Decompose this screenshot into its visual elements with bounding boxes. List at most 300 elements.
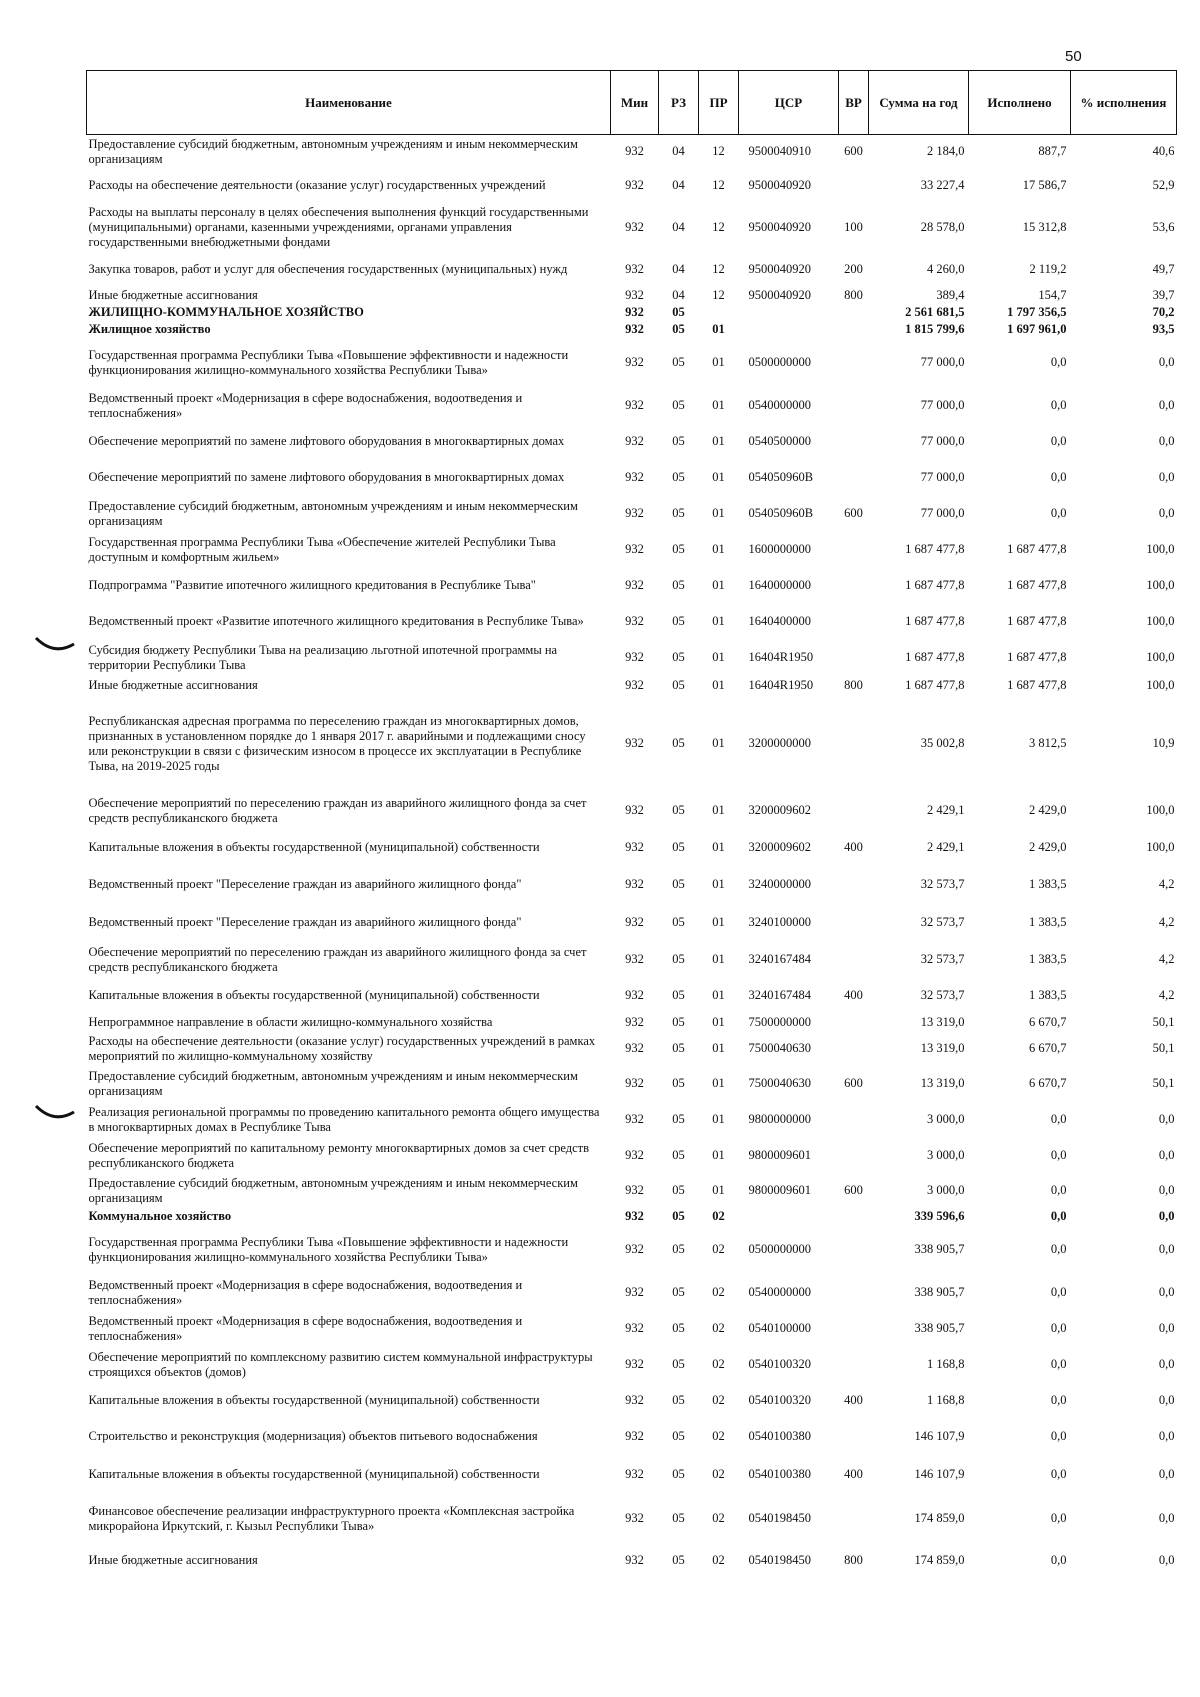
row-pr: 02 — [712, 1393, 725, 1407]
row-vr: 800 — [844, 678, 863, 692]
row-vr — [839, 388, 869, 424]
row-csr: 0500000000 — [748, 1242, 811, 1256]
row-name: Реализация региональной программы по проведению капитального ремонта общего имущества в многоквартирных домах в Республике Тыва — [88, 1104, 600, 1134]
row-csr: 7500040630 — [748, 1041, 811, 1055]
header-rz: РЗ — [659, 71, 699, 135]
row-csr: 9500040910 — [748, 144, 811, 159]
row-name: Финансовое обеспечение реализации инфраструктурного проекта «Комплексная застройка микрорайона Иркутский, г. Кызыл Республики Тыва» — [88, 1503, 575, 1533]
table-row — [87, 1455, 1177, 1495]
row-done: 0,0 — [1050, 398, 1067, 412]
row-name: Капитальные вложения в объекты государственной (муниципальной) собственности — [88, 1467, 540, 1481]
row-done: 1 687 477,8 — [1007, 650, 1067, 664]
row-rz: 05 — [672, 542, 685, 556]
row-done: 0,0 — [1050, 1112, 1067, 1126]
row-pr: 01 — [712, 988, 725, 1002]
row-rz: 05 — [672, 1112, 685, 1126]
row-csr: 3200009602 — [748, 840, 811, 854]
row-vr — [839, 1275, 869, 1311]
row-min: 932 — [625, 1467, 644, 1481]
table-row — [87, 321, 1177, 338]
row-pct: 100,0 — [1146, 614, 1175, 628]
row-pr: 02 — [712, 1208, 725, 1223]
row-min: 932 — [625, 650, 644, 664]
row-pct: 50,1 — [1152, 1076, 1175, 1090]
row-min: 932 — [625, 1393, 644, 1407]
row-csr: 9500040920 — [748, 287, 811, 302]
row-min: 932 — [625, 1357, 644, 1371]
row-name: Ведомственный проект «Модернизация в сфере водоснабжения, водоотведения и теплоснабжения» — [88, 390, 523, 420]
row-rz: 05 — [672, 678, 685, 692]
row-name: Государственная программа Республики Тыва «Повышение эффективности и надежности функционирования жилищно-коммунального хозяйства Республики Тыва» — [88, 1234, 569, 1264]
row-vr — [839, 424, 869, 460]
row-sum: 339 596,6 — [914, 1208, 965, 1223]
row-sum: 338 905,7 — [914, 1285, 965, 1299]
table-row — [87, 1275, 1177, 1311]
row-sum: 146 107,9 — [914, 1467, 965, 1481]
row-done: 0,0 — [1050, 1553, 1067, 1567]
row-vr — [839, 1138, 869, 1174]
row-pct: 4,2 — [1158, 915, 1175, 929]
row-csr: 0540198450 — [748, 1511, 811, 1525]
row-rz: 04 — [672, 287, 685, 302]
row-pr: 02 — [712, 1511, 725, 1525]
row-pct: 100,0 — [1146, 840, 1175, 854]
row-vr: 600 — [844, 1076, 863, 1090]
row-rz: 04 — [672, 220, 685, 234]
table-row — [87, 1066, 1177, 1102]
row-sum: 174 859,0 — [914, 1553, 965, 1567]
row-sum: 1 687 477,8 — [905, 614, 965, 628]
row-min: 932 — [625, 840, 644, 854]
row-min: 932 — [625, 1511, 644, 1525]
row-rz: 05 — [672, 1183, 685, 1197]
row-done: 0,0 — [1050, 1357, 1067, 1371]
row-rz: 05 — [672, 1393, 685, 1407]
row-name: Обеспечение мероприятий по переселению граждан из аварийного жилищного фонда за счет средств республиканского бюджета — [88, 795, 587, 825]
row-pr: 01 — [712, 434, 725, 448]
row-rz: 05 — [672, 988, 685, 1002]
table-row — [87, 460, 1177, 496]
row-pct: 93,5 — [1152, 321, 1175, 336]
row-done: 0,0 — [1050, 1183, 1067, 1197]
row-pr: 02 — [712, 1321, 725, 1335]
row-name: Ведомственный проект "Переселение граждан из аварийного жилищного фонда" — [88, 877, 522, 891]
header-name: Наименование — [87, 71, 611, 135]
row-pr: 02 — [712, 1467, 725, 1481]
row-pr: 01 — [712, 506, 725, 520]
row-rz: 05 — [672, 1553, 685, 1567]
row-vr — [839, 696, 869, 792]
row-pr — [699, 304, 739, 321]
row-done: 1 687 477,8 — [1007, 678, 1067, 692]
row-min: 932 — [625, 1242, 644, 1256]
row-done: 0,0 — [1050, 470, 1067, 484]
row-sum: 1 168,8 — [927, 1393, 965, 1407]
table-row — [87, 1543, 1177, 1579]
row-csr — [739, 1208, 839, 1225]
row-rz: 05 — [672, 434, 685, 448]
row-name: Расходы на выплаты персоналу в целях обеспечения выполнения функций государственными (муниципальными) органами, казенными учреждениями, органами управления государственными внебюджетными фондами — [88, 205, 589, 249]
row-pct: 100,0 — [1146, 542, 1175, 556]
header-pct: % исполнения — [1071, 71, 1177, 135]
table-row — [87, 1311, 1177, 1347]
row-name: Капитальные вложения в объекты государственной (муниципальной) собственности — [88, 1393, 540, 1407]
header-min: Мин — [611, 71, 659, 135]
row-vr: 600 — [844, 506, 863, 520]
row-sum: 3 000,0 — [927, 1183, 965, 1197]
row-sum: 77 000,0 — [920, 434, 965, 448]
row-pct: 0,0 — [1158, 1285, 1175, 1299]
row-min: 932 — [625, 220, 644, 234]
row-done: 1 383,5 — [1029, 877, 1067, 891]
row-min: 932 — [625, 1285, 644, 1299]
table-row — [87, 1208, 1177, 1225]
row-name: ЖИЛИЩНО-КОММУНАЛЬНОЕ ХОЗЯЙСТВО — [88, 304, 364, 319]
row-rz: 05 — [672, 470, 685, 484]
row-done: 0,0 — [1050, 355, 1067, 369]
row-pct: 40,6 — [1152, 144, 1175, 159]
row-min: 932 — [625, 1553, 644, 1567]
row-min: 932 — [625, 1429, 644, 1443]
row-name: Обеспечение мероприятий по замене лифтового оборудования в многоквартирных домах — [88, 434, 565, 448]
row-min: 932 — [625, 1183, 644, 1197]
row-rz: 05 — [672, 321, 685, 336]
row-vr — [839, 604, 869, 640]
row-vr: 800 — [844, 287, 863, 302]
row-sum: 77 000,0 — [920, 470, 965, 484]
row-rz: 05 — [672, 398, 685, 412]
row-pct: 0,0 — [1158, 470, 1175, 484]
table-header-row — [87, 71, 1177, 135]
row-done: 0,0 — [1050, 1429, 1067, 1443]
row-sum: 2 184,0 — [927, 144, 965, 159]
row-rz: 05 — [672, 736, 685, 750]
row-sum: 1 687 477,8 — [905, 678, 965, 692]
row-name: Подпрограмма "Развитие ипотечного жилищного кредитования в Республике Тыва" — [88, 578, 536, 592]
page-number: 50 — [1065, 48, 1082, 65]
row-name: Обеспечение мероприятий по замене лифтового оборудования в многоквартирных домах — [88, 470, 565, 484]
row-pr: 01 — [712, 650, 725, 664]
row-vr — [839, 1225, 869, 1275]
row-done: 6 670,7 — [1029, 1015, 1067, 1029]
row-sum: 32 573,7 — [920, 988, 965, 1002]
row-done: 17 586,7 — [1022, 178, 1067, 192]
row-rz: 05 — [672, 650, 685, 664]
row-name: Предоставление субсидий бюджетным, автономным учреждениям и иным некоммерческим организациям — [88, 1175, 578, 1205]
row-pr: 12 — [712, 144, 725, 159]
row-done: 1 797 356,5 — [1007, 304, 1067, 319]
row-pct: 10,9 — [1152, 736, 1175, 750]
row-done: 1 383,5 — [1029, 952, 1067, 966]
table-row — [87, 338, 1177, 388]
row-sum: 28 578,0 — [920, 220, 965, 234]
row-rz: 05 — [672, 578, 685, 592]
row-name: Ведомственный проект «Модернизация в сфере водоснабжения, водоотведения и теплоснабжения» — [88, 1313, 523, 1343]
table-row — [87, 532, 1177, 568]
row-done: 0,0 — [1050, 1393, 1067, 1407]
row-min: 932 — [625, 1076, 644, 1090]
table-row — [87, 1032, 1177, 1066]
row-csr: 0500000000 — [748, 355, 811, 369]
table-row — [87, 978, 1177, 1014]
row-pct: 52,9 — [1152, 178, 1175, 192]
row-csr: 0540000000 — [748, 1285, 811, 1299]
row-name: Ведомственный проект «Развитие ипотечного жилищного кредитования в Республике Тыва» — [88, 614, 584, 628]
row-min: 932 — [625, 877, 644, 891]
row-rz: 05 — [672, 1467, 685, 1481]
row-min: 932 — [625, 988, 644, 1002]
row-csr: 9800009601 — [748, 1183, 811, 1197]
row-name: Непрограммное направление в области жилищно-коммунального хозяйства — [88, 1015, 493, 1029]
row-done: 15 312,8 — [1022, 220, 1067, 234]
row-name: Обеспечение мероприятий по капитальному ремонту многоквартирных домов за счет средств республиканского бюджета — [88, 1140, 590, 1170]
row-sum: 1 168,8 — [927, 1357, 965, 1371]
table-row — [87, 496, 1177, 532]
table-row — [87, 424, 1177, 460]
table-row — [87, 640, 1177, 676]
row-rz: 05 — [672, 1076, 685, 1090]
row-pr: 02 — [712, 1285, 725, 1299]
row-vr — [839, 866, 869, 904]
row-csr: 7500000000 — [748, 1015, 811, 1029]
row-csr: 0540000000 — [748, 398, 811, 412]
table-row — [87, 904, 1177, 942]
row-pr: 12 — [712, 287, 725, 302]
row-csr: 7500040630 — [748, 1076, 811, 1090]
row-min: 932 — [625, 287, 644, 302]
row-min: 932 — [625, 304, 644, 319]
row-sum: 32 573,7 — [920, 915, 965, 929]
row-rz: 05 — [672, 1429, 685, 1443]
row-pr: 01 — [712, 952, 725, 966]
row-pct: 0,0 — [1158, 398, 1175, 412]
header-done: Исполнено — [969, 71, 1071, 135]
row-done: 1 687 477,8 — [1007, 614, 1067, 628]
row-csr: 0540100380 — [748, 1429, 811, 1443]
row-csr: 1640000000 — [748, 578, 811, 592]
row-done: 0,0 — [1050, 1148, 1067, 1162]
row-sum: 1 687 477,8 — [905, 542, 965, 556]
row-vr — [839, 532, 869, 568]
row-name: Капитальные вложения в объекты государственной (муниципальной) собственности — [88, 840, 540, 854]
row-pr: 01 — [712, 678, 725, 692]
row-sum: 1 687 477,8 — [905, 578, 965, 592]
table-row — [87, 135, 1177, 169]
row-rz: 05 — [672, 1511, 685, 1525]
row-rz: 05 — [672, 915, 685, 929]
row-vr: 600 — [844, 144, 863, 159]
table-row — [87, 604, 1177, 640]
row-name: Государственная программа Республики Тыва «Повышение эффективности и надежности функционирования жилищно-коммунального хозяйства Республики Тыва» — [88, 347, 569, 377]
row-pct: 50,1 — [1152, 1015, 1175, 1029]
row-csr: 0540100000 — [748, 1321, 811, 1335]
table-row — [87, 866, 1177, 904]
row-csr: 9800009601 — [748, 1148, 811, 1162]
row-rz: 05 — [672, 506, 685, 520]
table-row — [87, 792, 1177, 830]
row-sum: 13 319,0 — [920, 1041, 965, 1055]
row-pr: 01 — [712, 321, 725, 336]
row-sum: 338 905,7 — [914, 1242, 965, 1256]
row-name: Предоставление субсидий бюджетным, автономным учреждениям и иным некоммерческим организациям — [88, 136, 578, 166]
row-pct: 0,0 — [1158, 1511, 1175, 1525]
row-done: 2 119,2 — [1029, 262, 1067, 276]
row-csr: 3240000000 — [748, 877, 811, 891]
row-pct: 53,6 — [1152, 220, 1175, 234]
table-row — [87, 568, 1177, 604]
row-sum: 4 260,0 — [927, 262, 965, 276]
row-pct: 4,2 — [1158, 877, 1175, 891]
row-pct: 50,1 — [1152, 1041, 1175, 1055]
row-csr: 054050960В — [748, 470, 814, 484]
row-done: 1 697 961,0 — [1007, 321, 1067, 336]
row-vr: 400 — [844, 988, 863, 1002]
row-csr: 9500040920 — [748, 178, 811, 192]
row-pct: 4,2 — [1158, 988, 1175, 1002]
row-vr — [839, 942, 869, 978]
row-csr — [739, 304, 839, 321]
row-pct: 0,0 — [1158, 1242, 1175, 1256]
row-done: 0,0 — [1050, 434, 1067, 448]
row-done: 2 429,0 — [1029, 840, 1067, 854]
row-vr — [839, 792, 869, 830]
row-csr: 16404R1950 — [748, 678, 814, 692]
row-done: 0,0 — [1050, 1285, 1067, 1299]
row-min: 932 — [625, 506, 644, 520]
row-vr: 100 — [844, 220, 863, 234]
row-name: Иные бюджетные ассигнования — [88, 678, 258, 692]
table-row — [87, 696, 1177, 792]
row-done: 1 687 477,8 — [1007, 542, 1067, 556]
row-vr — [839, 304, 869, 321]
row-min: 932 — [625, 578, 644, 592]
row-csr: 0540100380 — [748, 1467, 811, 1481]
row-done: 0,0 — [1050, 1208, 1067, 1223]
row-done: 887,7 — [1038, 144, 1067, 159]
row-pct: 100,0 — [1146, 803, 1175, 817]
row-min: 932 — [625, 178, 644, 192]
row-csr: 1640400000 — [748, 614, 811, 628]
table-row — [87, 1419, 1177, 1455]
row-pct: 0,0 — [1158, 1321, 1175, 1335]
row-pr: 01 — [712, 355, 725, 369]
header-sum: Сумма на год — [869, 71, 969, 135]
row-rz: 04 — [672, 262, 685, 276]
row-sum: 13 319,0 — [920, 1015, 965, 1029]
row-min: 932 — [625, 355, 644, 369]
table-row — [87, 830, 1177, 866]
margin-mark-icon — [34, 1102, 78, 1122]
row-vr — [839, 640, 869, 676]
row-vr — [839, 1032, 869, 1066]
table-row — [87, 304, 1177, 321]
row-min: 932 — [625, 915, 644, 929]
row-min: 932 — [625, 470, 644, 484]
table-row — [87, 1495, 1177, 1543]
row-pr: 01 — [712, 1076, 725, 1090]
row-pr: 12 — [712, 262, 725, 276]
row-sum: 33 227,4 — [920, 178, 965, 192]
row-pr: 02 — [712, 1242, 725, 1256]
header-csr: ЦСР — [739, 71, 839, 135]
row-pct: 0,0 — [1158, 1208, 1175, 1223]
row-csr: 3200009602 — [748, 803, 811, 817]
row-pct: 0,0 — [1158, 1357, 1175, 1371]
row-rz: 05 — [672, 304, 685, 319]
row-sum: 13 319,0 — [920, 1076, 965, 1090]
row-pr: 01 — [712, 578, 725, 592]
table-row — [87, 1225, 1177, 1275]
row-vr — [839, 568, 869, 604]
row-rz: 05 — [672, 952, 685, 966]
row-pct: 0,0 — [1158, 434, 1175, 448]
row-csr: 0540100320 — [748, 1357, 811, 1371]
row-csr: 3240167484 — [748, 952, 811, 966]
row-sum: 3 000,0 — [927, 1148, 965, 1162]
row-pct: 100,0 — [1146, 578, 1175, 592]
row-csr: 9500040920 — [748, 262, 811, 276]
row-vr — [839, 1208, 869, 1225]
row-csr: 9500040920 — [748, 220, 811, 234]
row-sum: 1 815 799,6 — [905, 321, 965, 336]
header-pr: ПР — [699, 71, 739, 135]
row-pct: 100,0 — [1146, 678, 1175, 692]
row-sum: 3 000,0 — [927, 1112, 965, 1126]
row-pr: 01 — [712, 915, 725, 929]
row-name: Строительство и реконструкция (модернизация) объектов питьевого водоснабжения — [88, 1429, 538, 1443]
row-pct: 100,0 — [1146, 650, 1175, 664]
header-vr: ВР — [839, 71, 869, 135]
row-rz: 05 — [672, 840, 685, 854]
budget-table — [86, 70, 1177, 1579]
row-sum: 2 561 681,5 — [905, 304, 965, 319]
row-pr: 01 — [712, 614, 725, 628]
row-name: Предоставление субсидий бюджетным, автономным учреждениям и иным некоммерческим организациям — [88, 498, 578, 528]
table-row — [87, 388, 1177, 424]
row-rz: 05 — [672, 1357, 685, 1371]
row-rz: 05 — [672, 1242, 685, 1256]
table-row — [87, 1174, 1177, 1208]
row-pct: 0,0 — [1158, 1467, 1175, 1481]
row-sum: 174 859,0 — [914, 1511, 965, 1525]
row-min: 932 — [625, 434, 644, 448]
row-rz: 05 — [672, 1041, 685, 1055]
row-vr: 400 — [844, 1393, 863, 1407]
row-pct: 39,7 — [1152, 287, 1175, 302]
row-name: Иные бюджетные ассигнования — [88, 1553, 258, 1567]
row-sum: 32 573,7 — [920, 952, 965, 966]
row-pr: 12 — [712, 220, 725, 234]
row-csr: 3200000000 — [748, 736, 811, 750]
row-vr — [839, 904, 869, 942]
row-min: 932 — [625, 952, 644, 966]
table-row — [87, 253, 1177, 287]
row-name: Обеспечение мероприятий по комплексному развитию систем коммунальной инфраструктуры строящихся объектов (домов) — [88, 1349, 593, 1379]
row-done: 1 383,5 — [1029, 915, 1067, 929]
row-name: Республиканская адресная программа по переселению граждан из многоквартирных домов, признанных в установленном порядке до 1 января 2017 г. аварийными и подлежащими сносу или реконструкции в связи с физическим износом в процессе их эксплуатации в Республике Тыва, на 2019-2025 годы — [88, 713, 586, 773]
row-csr: 0540100320 — [748, 1393, 811, 1407]
row-pct: 70,2 — [1152, 304, 1175, 319]
row-pct: 0,0 — [1158, 1429, 1175, 1443]
table-row — [87, 1347, 1177, 1383]
row-min: 932 — [625, 736, 644, 750]
row-min: 932 — [625, 1321, 644, 1335]
row-vr — [839, 1347, 869, 1383]
table-row — [87, 203, 1177, 253]
row-vr — [839, 1311, 869, 1347]
row-csr: 0540500000 — [748, 434, 811, 448]
row-csr: 0540198450 — [748, 1553, 811, 1567]
